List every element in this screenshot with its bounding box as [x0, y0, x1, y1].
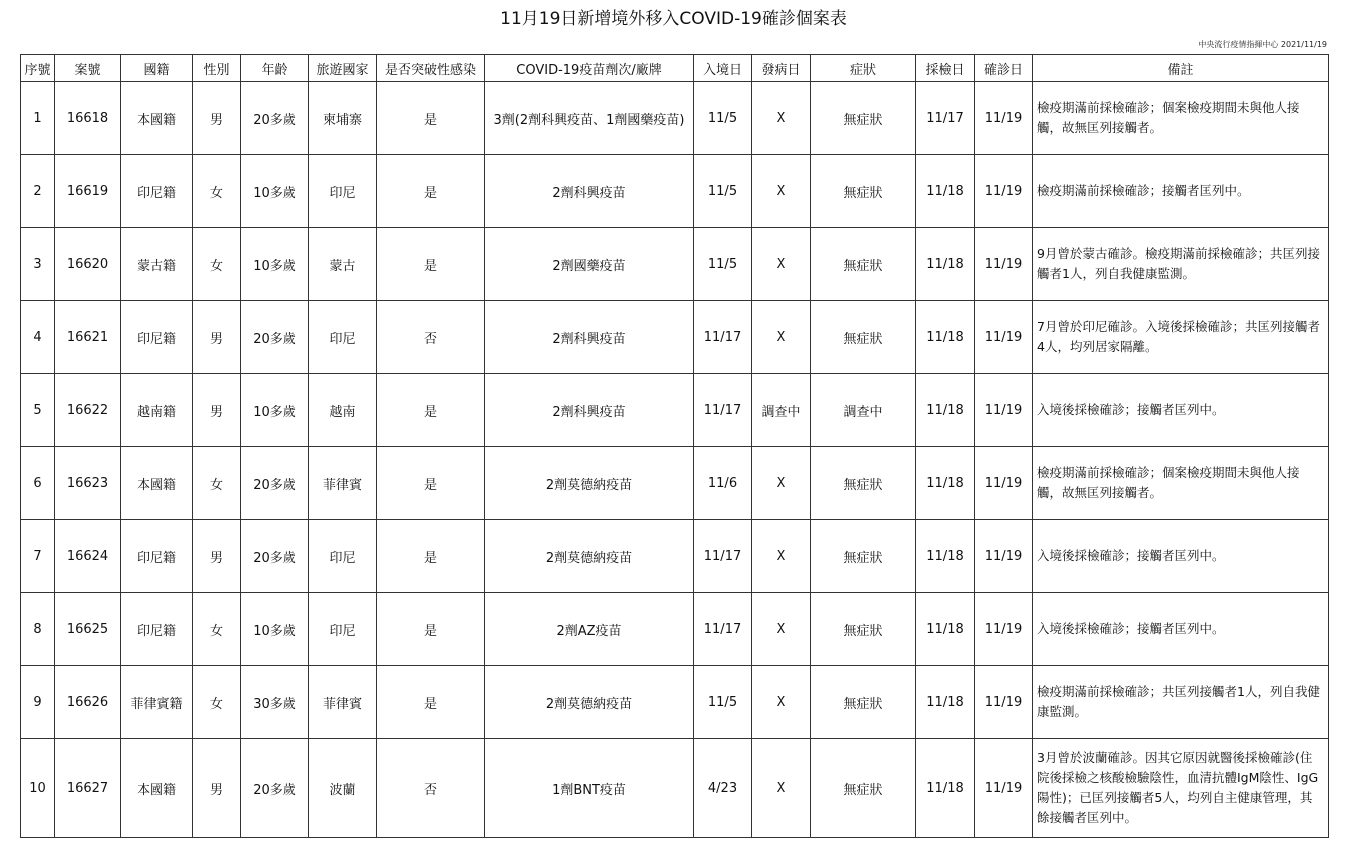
case-id-cell: 16626: [55, 666, 121, 739]
onset-date-cell: X: [752, 666, 811, 739]
confirm-date-cell: 11/19: [975, 666, 1033, 739]
sampling-date-cell: 11/18: [916, 447, 975, 520]
age-cell: 10多歲: [241, 374, 309, 447]
symptom-cell: 無症狀: [811, 739, 916, 838]
seq-cell: 6: [21, 447, 55, 520]
seq-cell: 9: [21, 666, 55, 739]
vaccine-cell: 2劑國藥疫苗: [485, 228, 694, 301]
breakthrough-cell: 是: [377, 666, 485, 739]
age-cell: 20多歲: [241, 301, 309, 374]
confirm-date-cell: 11/19: [975, 374, 1033, 447]
column-header: 案號: [55, 55, 121, 82]
note-cell: 7月曾於印尼確診。入境後採檢確診；共匡列接觸者4人，均列居家隔離。: [1033, 301, 1329, 374]
entry-date-cell: 11/17: [694, 301, 752, 374]
onset-date-cell: X: [752, 155, 811, 228]
column-header: 國籍: [121, 55, 193, 82]
seq-cell: 2: [21, 155, 55, 228]
column-header: 採檢日: [916, 55, 975, 82]
travel-country-cell: 印尼: [309, 155, 377, 228]
breakthrough-cell: 是: [377, 82, 485, 155]
note-cell: 9月曾於蒙古確診。檢疫期滿前採檢確診；共匡列接觸者1人，列自我健康監測。: [1033, 228, 1329, 301]
onset-date-cell: 調查中: [752, 374, 811, 447]
age-cell: 10多歲: [241, 593, 309, 666]
seq-cell: 10: [21, 739, 55, 838]
nationality-cell: 印尼籍: [121, 301, 193, 374]
case-id-cell: 16624: [55, 520, 121, 593]
column-header: 序號: [21, 55, 55, 82]
gender-cell: 男: [193, 739, 241, 838]
onset-date-cell: X: [752, 82, 811, 155]
gender-cell: 女: [193, 593, 241, 666]
entry-date-cell: 11/5: [694, 155, 752, 228]
nationality-cell: 本國籍: [121, 739, 193, 838]
table-row: [21, 447, 1329, 520]
table-row: [21, 666, 1329, 739]
travel-country-cell: 菲律賓: [309, 447, 377, 520]
nationality-cell: 菲律賓籍: [121, 666, 193, 739]
vaccine-cell: 2劑科興疫苗: [485, 374, 694, 447]
column-header: COVID-19疫苗劑次/廠牌: [485, 55, 694, 82]
breakthrough-cell: 是: [377, 520, 485, 593]
note-cell: 入境後採檢確診；接觸者匡列中。: [1033, 520, 1329, 593]
seq-cell: 8: [21, 593, 55, 666]
sampling-date-cell: 11/17: [916, 82, 975, 155]
symptom-cell: 無症狀: [811, 666, 916, 739]
table-row: [21, 155, 1329, 228]
confirm-date-cell: 11/19: [975, 520, 1033, 593]
case-id-cell: 16620: [55, 228, 121, 301]
column-header: 確診日: [975, 55, 1033, 82]
source-date: 中央流行疫情指揮中心 2021/11/19: [1198, 40, 1327, 49]
symptom-cell: 無症狀: [811, 447, 916, 520]
column-header: 發病日: [752, 55, 811, 82]
vaccine-cell: 2劑莫德納疫苗: [485, 666, 694, 739]
nationality-cell: 印尼籍: [121, 593, 193, 666]
breakthrough-cell: 是: [377, 155, 485, 228]
case-id-cell: 16623: [55, 447, 121, 520]
nationality-cell: 本國籍: [121, 447, 193, 520]
confirm-date-cell: 11/19: [975, 228, 1033, 301]
column-header: 症狀: [811, 55, 916, 82]
entry-date-cell: 4/23: [694, 739, 752, 838]
age-cell: 20多歲: [241, 520, 309, 593]
entry-date-cell: 11/5: [694, 228, 752, 301]
note-cell: 檢疫期滿前採檢確診；共匡列接觸者1人，列自我健康監測。: [1033, 666, 1329, 739]
table-row: [21, 228, 1329, 301]
gender-cell: 男: [193, 520, 241, 593]
note-cell: 入境後採檢確診；接觸者匡列中。: [1033, 374, 1329, 447]
table-row: [21, 739, 1329, 838]
seq-cell: 3: [21, 228, 55, 301]
breakthrough-cell: 是: [377, 228, 485, 301]
nationality-cell: 越南籍: [121, 374, 193, 447]
age-cell: 20多歲: [241, 447, 309, 520]
onset-date-cell: X: [752, 739, 811, 838]
gender-cell: 女: [193, 228, 241, 301]
symptom-cell: 調查中: [811, 374, 916, 447]
column-header: 備註: [1033, 55, 1329, 82]
breakthrough-cell: 是: [377, 447, 485, 520]
sampling-date-cell: 11/18: [916, 155, 975, 228]
seq-cell: 5: [21, 374, 55, 447]
vaccine-cell: 2劑莫德納疫苗: [485, 520, 694, 593]
confirm-date-cell: 11/19: [975, 593, 1033, 666]
age-cell: 20多歲: [241, 82, 309, 155]
travel-country-cell: 蒙古: [309, 228, 377, 301]
onset-date-cell: X: [752, 228, 811, 301]
entry-date-cell: 11/5: [694, 666, 752, 739]
age-cell: 10多歲: [241, 155, 309, 228]
entry-date-cell: 11/6: [694, 447, 752, 520]
onset-date-cell: X: [752, 301, 811, 374]
sampling-date-cell: 11/18: [916, 374, 975, 447]
nationality-cell: 本國籍: [121, 82, 193, 155]
vaccine-cell: 2劑科興疫苗: [485, 155, 694, 228]
table-row: [21, 593, 1329, 666]
symptom-cell: 無症狀: [811, 82, 916, 155]
seq-cell: 1: [21, 82, 55, 155]
gender-cell: 女: [193, 666, 241, 739]
onset-date-cell: X: [752, 593, 811, 666]
breakthrough-cell: 否: [377, 739, 485, 838]
page-title: 11月19日新增境外移入COVID-19確診個案表: [500, 9, 847, 29]
sampling-date-cell: 11/18: [916, 666, 975, 739]
nationality-cell: 印尼籍: [121, 155, 193, 228]
case-id-cell: 16621: [55, 301, 121, 374]
breakthrough-cell: 是: [377, 374, 485, 447]
symptom-cell: 無症狀: [811, 301, 916, 374]
onset-date-cell: X: [752, 447, 811, 520]
table-row: [21, 82, 1329, 155]
entry-date-cell: 11/17: [694, 593, 752, 666]
note-cell: 檢疫期滿前採檢確診；個案檢疫期間未與他人接觸，故無匡列接觸者。: [1033, 82, 1329, 155]
table-row: [21, 301, 1329, 374]
note-cell: 檢疫期滿前採檢確診；個案檢疫期間未與他人接觸，故無匡列接觸者。: [1033, 447, 1329, 520]
gender-cell: 女: [193, 447, 241, 520]
note-cell: 檢疫期滿前採檢確診；接觸者匡列中。: [1033, 155, 1329, 228]
column-header: 入境日: [694, 55, 752, 82]
column-header: 年齡: [241, 55, 309, 82]
sampling-date-cell: 11/18: [916, 301, 975, 374]
confirm-date-cell: 11/19: [975, 155, 1033, 228]
onset-date-cell: X: [752, 520, 811, 593]
case-id-cell: 16625: [55, 593, 121, 666]
header-row: [21, 55, 1329, 82]
vaccine-cell: 2劑科興疫苗: [485, 301, 694, 374]
age-cell: 10多歲: [241, 228, 309, 301]
travel-country-cell: 菲律賓: [309, 666, 377, 739]
table-row: [21, 374, 1329, 447]
confirm-date-cell: 11/19: [975, 739, 1033, 838]
breakthrough-cell: 是: [377, 593, 485, 666]
case-id-cell: 16618: [55, 82, 121, 155]
confirm-date-cell: 11/19: [975, 301, 1033, 374]
gender-cell: 女: [193, 155, 241, 228]
travel-country-cell: 越南: [309, 374, 377, 447]
vaccine-cell: 3劑(2劑科興疫苗、1劑國藥疫苗): [485, 82, 694, 155]
case-id-cell: 16622: [55, 374, 121, 447]
entry-date-cell: 11/17: [694, 520, 752, 593]
sampling-date-cell: 11/18: [916, 739, 975, 838]
seq-cell: 7: [21, 520, 55, 593]
nationality-cell: 印尼籍: [121, 520, 193, 593]
travel-country-cell: 印尼: [309, 520, 377, 593]
column-header: 性別: [193, 55, 241, 82]
case-table: [20, 54, 1329, 838]
vaccine-cell: 2劑AZ疫苗: [485, 593, 694, 666]
column-header: 旅遊國家: [309, 55, 377, 82]
symptom-cell: 無症狀: [811, 155, 916, 228]
travel-country-cell: 印尼: [309, 593, 377, 666]
entry-date-cell: 11/17: [694, 374, 752, 447]
symptom-cell: 無症狀: [811, 520, 916, 593]
sampling-date-cell: 11/18: [916, 520, 975, 593]
gender-cell: 男: [193, 374, 241, 447]
age-cell: 30多歲: [241, 666, 309, 739]
gender-cell: 男: [193, 301, 241, 374]
travel-country-cell: 波蘭: [309, 739, 377, 838]
vaccine-cell: 1劑BNT疫苗: [485, 739, 694, 838]
travel-country-cell: 印尼: [309, 301, 377, 374]
symptom-cell: 無症狀: [811, 228, 916, 301]
travel-country-cell: 柬埔寨: [309, 82, 377, 155]
breakthrough-cell: 否: [377, 301, 485, 374]
table-row: [21, 520, 1329, 593]
age-cell: 20多歲: [241, 739, 309, 838]
note-cell: 3月曾於波蘭確診。因其它原因就醫後採檢確診(住院後採檢之核酸檢驗陰性，血清抗體IgM陰性、IgG陽性)；已匡列接觸者5人，均列自主健康管理，其餘接觸者匡列中。: [1033, 739, 1329, 838]
column-header: 是否突破性感染: [377, 55, 485, 82]
entry-date-cell: 11/5: [694, 82, 752, 155]
sampling-date-cell: 11/18: [916, 593, 975, 666]
seq-cell: 4: [21, 301, 55, 374]
vaccine-cell: 2劑莫德納疫苗: [485, 447, 694, 520]
nationality-cell: 蒙古籍: [121, 228, 193, 301]
case-id-cell: 16627: [55, 739, 121, 838]
gender-cell: 男: [193, 82, 241, 155]
symptom-cell: 無症狀: [811, 593, 916, 666]
sampling-date-cell: 11/18: [916, 228, 975, 301]
confirm-date-cell: 11/19: [975, 82, 1033, 155]
confirm-date-cell: 11/19: [975, 447, 1033, 520]
note-cell: 入境後採檢確診；接觸者匡列中。: [1033, 593, 1329, 666]
case-id-cell: 16619: [55, 155, 121, 228]
